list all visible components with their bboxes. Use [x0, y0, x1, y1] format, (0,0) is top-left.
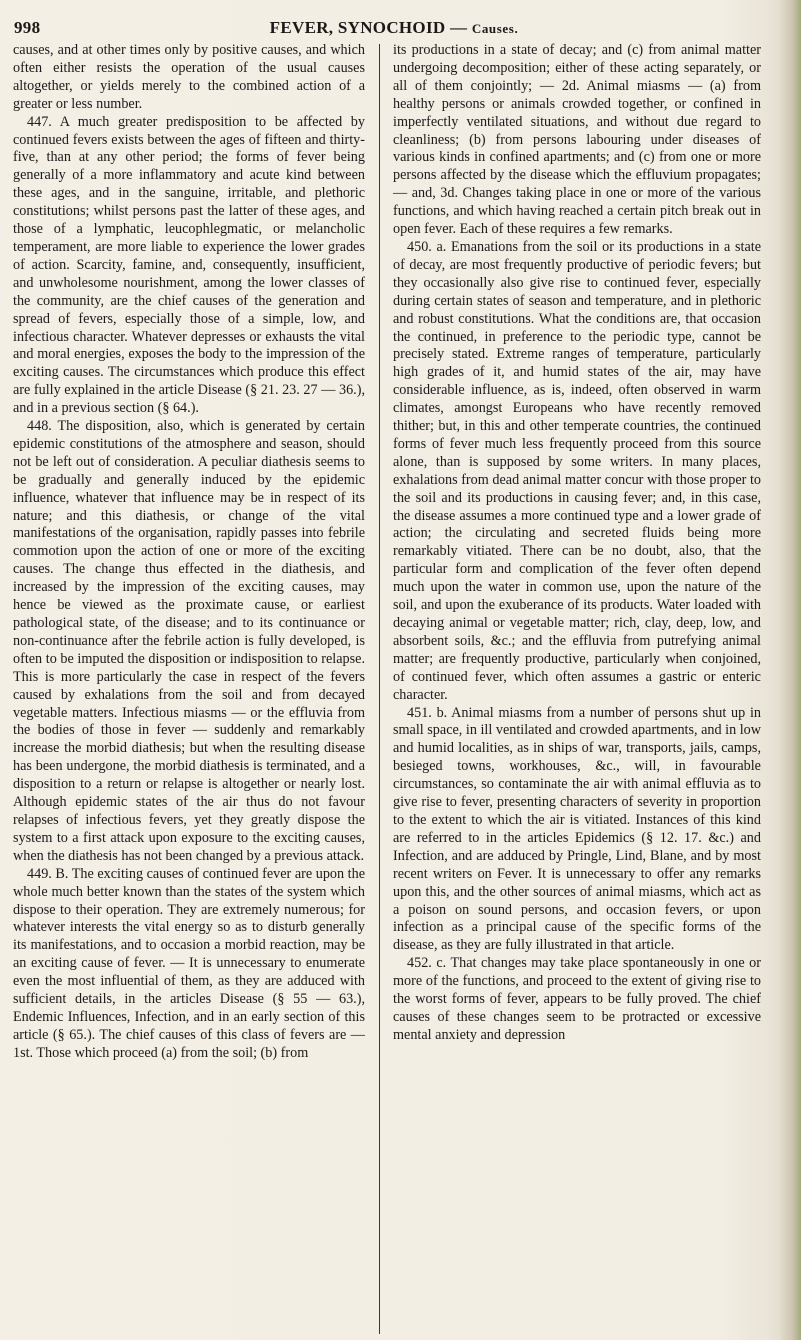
- paragraph: 452. c. That changes may take place spontaneously in one or more of the functions, and proceed to the extent of giving rise to the worst forms of fever, appears to be fully proved. The chief causes of these changes seem to be protracted or excessive mental anxiety and depression: [393, 955, 761, 1043]
- right-column: [393, 42, 761, 1045]
- paragraph: 448. The disposition, also, which is generated by certain epidemic constitutions of the atmosphere and season, should not be left out of consideration. A peculiar diathesis seems to be gradually and generally induced by the epidemic influence, whatever that influence may be in respect of its nature; and this diathesis, or change of the vital manifestations of the organisation, rapidly passes into febrile commotion upon the action of one or more of the exciting causes. The change thus effected in the diathesis, and increased by the impression of the exciting causes, may hence be viewed as the proximate cause, or earliest pathological state, of the disease; and to its continuance or non-continuance after the febrile action is fully developed, is often to be imputed the disposition or indisposition to relapse. This is more particularly the case in respect of the fevers caused by exhalations from the soil and from decayed vegetable matters. Infectious miasms — or the effluvia from the bodies of those in fever — suddenly and remarkably increase the morbid diathesis; but when the resulting disease has been undergone, the morbid diathesis is terminated, and a disposition to a return or relapse is altogether or nearly lost. Although epidemic states of the air thus do not favour relapses of infectious fevers, yet they greatly dispose the system to a first attack upon exposure to the exciting causes, when the diathesis has not been changed by a previous attack.: [13, 418, 365, 864]
- running-head-subtitle: Causes.: [471, 21, 519, 36]
- page-number: 998: [14, 18, 41, 37]
- paragraph: 451. b. Animal miasms from a number of persons shut up in small space, in ill ventilated and crowded apartments, and in low and humid localities, as in ships of war, transports, jails, camps, besieged towns, workhouses, &c., will, in favourable circumstances, so contaminate the air with animal effluvia as to give rise to fever, presenting characters of severity in proportion to the extent to which the air is vitiated. Instances of this kind are referred to in the articles Epidemics (§ 12. 17. &c.) and Infection, and are adduced by Pringle, Lind, Blane, and by most recent writers on Fever. It is unnecessary to offer any remarks upon this, and the other sources of animal miasms, which act as a poison on sound persons, and occasion fevers, or upon infection as a principal cause of the specific forms of the disease, as they are fully illustrated in that article.: [393, 704, 761, 954]
- paragraph: 449. B. The exciting causes of continued fever are upon the whole much better known than the states of the system which dispose to their operation. They are extremely numerous; for whatever interests the vital energy so as to disturb generally its manifestations, and to occasion a morbid reaction, may be an exciting cause of fever. — It is unnecessary to enumerate even the most influential of them, as they are adduced with sufficient details, in the articles Disease (§ 55 — 63.), Endemic Influences, Infection, and in an early section of this article (§ 65.). The chief causes of this class of fevers are — 1st. Those which proceed (a) from the soil; (b) from: [13, 865, 365, 1061]
- page-header: [14, 10, 774, 40]
- column-divider: [379, 44, 380, 1334]
- running-head-title: FEVER, SYNOCHOID —: [269, 18, 472, 37]
- paragraph: 447. A much greater predisposition to be affected by continued fevers exists between the ages of fifteen and thirty-five, than at any other period; the forms of fever being generally of a more inflammatory and acute kind between these ages, and in the sanguine, irritable, and plethoric constitutions; whilst persons past the latter of these ages, and those of a lymphatic, leucophlegmatic, or melancholic temperament, are more liable to experience the lower grades of action. Scarcity, famine, and, consequently, insufficient, and unwholesome nourishment, among the lower classes of the community, are the chief causes of the generation and spread of fevers, especially those of a simple, low, and infectious character. Whatever depresses or exhausts the vital and moral energies, exposes the body to the impression of the exciting causes. The circumstances which produce this effect are fully explained in the article Disease (§ 21. 23. 27 — 36.), and in a previous section (§ 64.).: [13, 113, 365, 417]
- paragraph: its productions in a state of decay; and (c) from animal matter undergoing decomposition; either of these acting separately, or all of them conjointly; — 2d. Animal miasms — (a) from healthy persons or animals crowded together, or confined in imperfectly ventilated situations, and without due regard to cleanliness; (b) from persons labouring under diseases of various kinds in confined apartments; and (c) from one or more persons affected by the disease which the effluvium propagates; — and, 3d. Changes taking place in one or more of the various functions, and which having reached a certain pitch break out in open fever. Each of these requires a few remarks.: [393, 42, 761, 238]
- page-edge: [779, 0, 801, 1340]
- paragraph: causes, and at other times only by positive causes, and which often either resists the operation of the usual causes altogether, or yields merely to the combined action of a greater or less number.: [13, 42, 365, 112]
- left-column: [13, 42, 365, 1063]
- running-head: [14, 18, 774, 38]
- paragraph: 450. a. Emanations from the soil or its productions in a state of decay, are most frequently productive of periodic fevers; but they occasionally also give rise to continued fever, especially during certain states of season and temperature, and in plethoric and robust constitutions. What the conditions are, that occasion the continued, in preference to the periodic type, cannot be precisely stated. Extreme ranges of temperature, particularly high grades of it, and humid states of the air, may have considerable influence, as is, indeed, often observed in warm climates, amongst Europeans who have recently removed thither; but, in this and other temperate countries, the continued forms of fever much less frequently proceed from this source alone, than is supposed by some writers. In many places, exhalations from dead animal matter concur with those proper to the soil and its productions in causing fever; and, in this case, the disease assumes a more continued type and a lower grade of action; the circulating and secreted fluids being more remarkably vitiated. There can be no doubt, also, that the particular form and complication of the fever often depend much upon the water in common use, upon the nature of the soil, and upon the exuberance of its products. Water loaded with decaying animal or vegetable matter; rich, clay, deep, low, and absorbent soils, &c.; and the effluvia from putrefying animal matter; are frequently productive, particularly when conjoined, of continued fever, which often assumes a gastric or enteric character.: [393, 238, 761, 703]
